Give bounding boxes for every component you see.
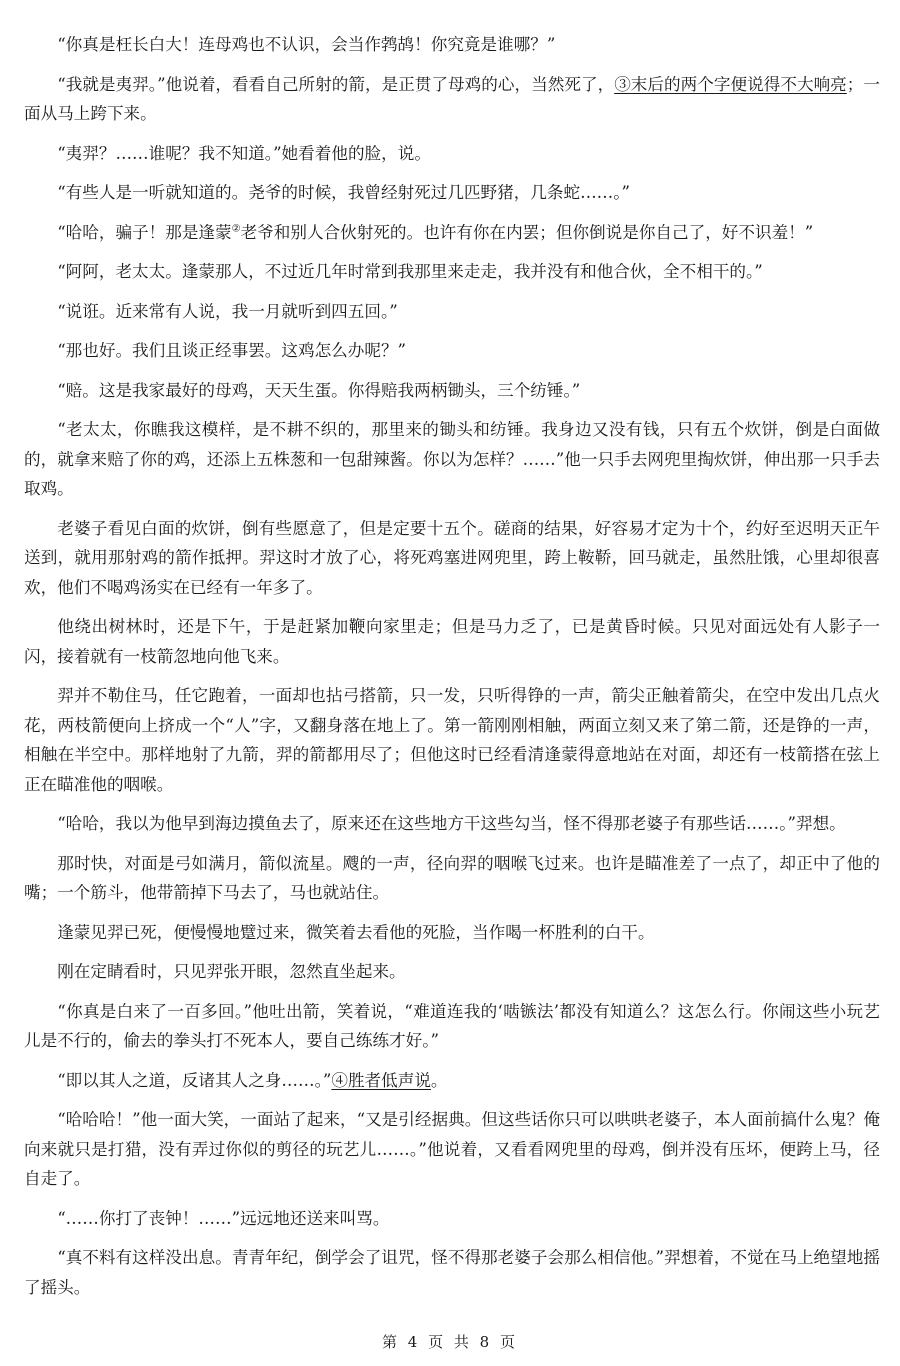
paragraph-text: 那时快，对面是弓如满月，箭似流星。飕的一声，径向羿的咽喉飞过来。也许是瞄准差了一点了，却正中了他的嘴；一个筋斗，他带箭掉下马去了，马也就站住。 (24, 853, 880, 902)
story-text (24, 30, 880, 1312)
paragraph (24, 1105, 880, 1194)
paragraph-text: 逢蒙见羿已死，便慢慢地躄过来，微笑着去看他的死脸，当作喝一杯胜利的白干。 (57, 922, 655, 942)
paragraph (24, 70, 880, 129)
paragraph (24, 376, 880, 406)
paragraph-text: “哈哈，骗子！那是逢蒙 (57, 222, 232, 242)
paragraph (24, 218, 880, 248)
paragraph-text: “老太太，你瞧我这模样，是不耕不织的，那里来的锄头和纺锤。我身边又没有钱，只有五个炊饼，倒是白面做的，就拿来赔了你的鸡，还添上五株葱和一包甜辣酱。你以为怎样？……”他一只手去网兜里掏炊饼，伸出那一只手去取鸡。 (24, 420, 880, 498)
paragraph-text: 刚在定睛看时，只见羿张开眼，忽然直坐起来。 (57, 962, 406, 981)
paragraph (24, 1204, 880, 1234)
paragraph-text: 老婆子看见白面的炊饼，倒有些愿意了，但是定要十五个。磋商的结果，好容易才定为十个，约好至迟明天正午送到，就用那射鸡的箭作抵押。羿这时才放了心，将死鸡塞进网兜里，跨上鞍鞒，回马就走，虽然肚饿，心里却很喜欢，他们不喝鸡汤实在已经有一年多了。 (24, 518, 880, 597)
paragraph-text-tail: ；一面从马上跨下来。 (24, 74, 881, 123)
paragraph-text-tail: 。 (430, 1070, 448, 1090)
paragraph (24, 257, 880, 287)
paragraph-text: “哈哈哈！”他一面大笑，一面站了起来，“又是引经据典。但这些话你只可以哄哄老婆子，本人面前搞什么鬼？俺向来就只是打猎，没有弄过你似的剪径的玩艺儿……。”他说着，又看看网兜里的母鸡，倒并没有压坏，便跨上马，径自走了。 (24, 1110, 880, 1188)
footnote-marker: ② (231, 222, 241, 234)
underlined-question-text: ④胜者低声说 (331, 1070, 431, 1090)
paragraph (24, 849, 880, 908)
paragraph-text: “赔。这是我家最好的母鸡，天天生蛋。你得赔我两柄锄头，三个纺锤。” (57, 380, 581, 400)
paragraph (24, 957, 880, 987)
paragraph (24, 336, 880, 366)
paragraph-text: “即以其人之道，反诸其人之身……。” (57, 1070, 332, 1090)
paragraph-text: 他绕出树林时，还是下午，于是赶紧加鞭向家里走；但是马力乏了，已是黄昏时候。只见对面远处有人影子一闪，接着就有一枝箭忽地向他飞来。 (24, 617, 880, 666)
paragraph (24, 1066, 880, 1096)
paragraph (24, 415, 880, 504)
paragraph-text: “哈哈，我以为他早到海边摸鱼去了，原来还在这些地方干这些勾当，怪不得那老婆子有那些话……。”羿想。 (57, 814, 846, 833)
paragraph-text: “真不料有这样没出息。青青年纪，倒学会了诅咒，怪不得那老婆子会那么相信他。”羿想着，不觉在马上绝望地摇了摇头。 (24, 1248, 880, 1297)
paragraph-text-tail: 老爷和别人合伙射死的。也许有你在内罢；但你倒说是你自己了，好不识羞！” (240, 222, 814, 242)
paragraph (24, 918, 880, 948)
paragraph-text: 羿并不勒住马，任它跑着，一面却也拈弓搭箭，只一发，只听得铮的一声，箭尖正触着箭尖，在空中发出几点火花，两枝箭便向上挤成一个“人”字，又翻身落在地上了。第一箭刚刚相触，两面立刻又来了第二箭，还是铮的一声，相触在半空中。那样地射了九箭，羿的箭都用尽了；但他这时已经看清逢蒙得意地站在对面，却还有一枝箭搭在弦上正在瞄准他的咽喉。 (24, 686, 880, 794)
paragraph-text: “……你打了丧钟！……”远远地还送来叫骂。 (57, 1208, 390, 1228)
paragraph (24, 30, 880, 60)
paragraph-text: “你真是枉长白大！连母鸡也不认识，会当作鹁鸪！你究竟是谁哪？” (57, 35, 556, 54)
paragraph-text: “那也好。我们且谈正经事罢。这鸡怎么办呢？” (57, 341, 407, 360)
paragraph-text: “夷羿？……谁呢？我不知道。”她看着他的脸，说。 (57, 143, 431, 163)
paragraph-text: “我就是夷羿。”他说着，看看自己所射的箭，是正贯了母鸡的心，当然死了， (57, 74, 615, 94)
paragraph (24, 612, 880, 671)
paragraph (24, 139, 880, 169)
page-footer: 第 4 页 共 8 页 (382, 1333, 518, 1351)
paragraph (24, 681, 880, 799)
paragraph (24, 297, 880, 327)
paragraph (24, 1243, 880, 1302)
paragraph (24, 514, 880, 603)
paragraph-text: “说诳。近来常有人说，我一月就听到四五回。” (57, 301, 398, 321)
paragraph-text: “你真是白来了一百多回。”他吐出箭，笑着说，“难道连我的‘啮镞法’都没有知道么？这怎么行。你闹这些小玩艺儿是不行的，偷去的拳头打不死本人，要自己练练才好。” (24, 1001, 880, 1050)
paragraph (24, 178, 880, 208)
paragraph (24, 809, 880, 839)
underlined-question-text: ③末后的两个字便说得不大响亮 (614, 74, 847, 94)
paragraph-text: “有些人是一听就知道的。尧爷的时候，我曾经射死过几匹野猪，几条蛇……。” (57, 183, 631, 202)
paragraph-text: “阿阿，老太太。逢蒙那人，不过近几年时常到我那里来走走，我并没有和他合伙，全不相干的。” (57, 262, 763, 281)
paragraph (24, 997, 880, 1056)
